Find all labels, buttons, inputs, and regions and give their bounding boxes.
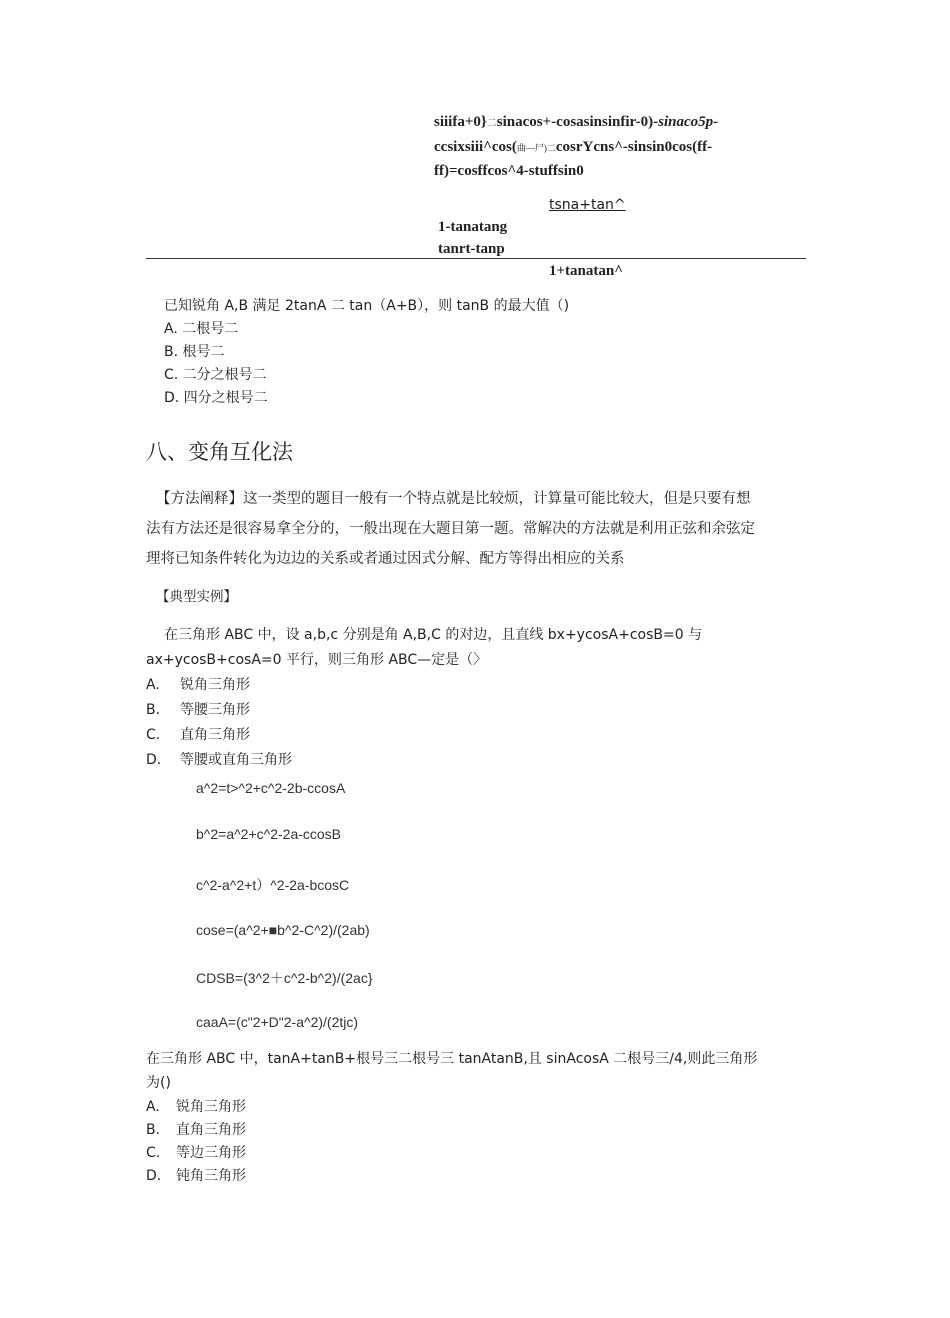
formula-line-1 bbox=[434, 114, 718, 131]
option-text: 直角三角形 bbox=[180, 727, 250, 743]
option-letter: C. bbox=[146, 727, 161, 743]
option-letter: B. bbox=[146, 702, 161, 718]
option-letter: B. bbox=[146, 1122, 161, 1138]
q1-option-b: B. 根号二 bbox=[164, 344, 225, 360]
tan-left-1: 1-tanatang bbox=[438, 219, 508, 235]
q1-stem: 已知锐角 A,B 满足 2tanA 二 tan（A+B），则 tanB 的最大值（) bbox=[164, 298, 570, 314]
tan-left-2: tanrt-tanp bbox=[438, 241, 505, 257]
q3-option-a bbox=[146, 1096, 246, 1116]
q3-option-c bbox=[146, 1142, 246, 1162]
formula-line-2 bbox=[434, 139, 712, 156]
option-text: 钝角三角形 bbox=[176, 1168, 246, 1184]
method-line-1 bbox=[156, 484, 751, 514]
equation-1: a^2=t>^2+c^2-2b-ccosA bbox=[196, 780, 346, 796]
option-text: 等腰三角形 bbox=[180, 702, 250, 718]
method-text: 这一类型的题目一般有一个特点就是比较烦，计算量可能比较大，但是只要有想 bbox=[243, 491, 751, 507]
formula-small-text: 二 bbox=[486, 118, 497, 129]
formula-text: ccsixsiii^cos( bbox=[434, 139, 517, 155]
formula-line-3: ff)=cosffcos^4-stuffsin0 bbox=[434, 163, 584, 179]
q1-option-a: A. 二根号二 bbox=[164, 321, 239, 337]
tan-denominator: 1+tanatan^ bbox=[549, 263, 623, 279]
method-line-2: 法有方法还是很容易拿全分的，一般出现在大题目第一题。常解决的方法就是利用正弦和余弦定 bbox=[146, 521, 755, 537]
method-line-3: 理将已知条件转化为边边的关系或者通过因式分解、配方等得出相应的关系 bbox=[146, 551, 625, 567]
q3-stem-line-2: 为() bbox=[146, 1075, 171, 1091]
formula-text: cosrYcns^-sinsin0cos(ff- bbox=[555, 139, 713, 155]
equation-6: caaA=(c"2+D"2-a^2)/(2tjc) bbox=[196, 1014, 359, 1030]
q1-option-c: C. 二分之根号二 bbox=[164, 367, 267, 383]
q3-option-d bbox=[146, 1165, 246, 1185]
tan-numerator: tsna+tan^ bbox=[549, 197, 626, 213]
formula-italic-text: sinaco5p- bbox=[658, 114, 719, 130]
option-text: 直角三角形 bbox=[176, 1122, 246, 1138]
option-text: 等腰或直角三角形 bbox=[180, 752, 292, 768]
option-letter: C. bbox=[146, 1145, 161, 1161]
formula-text: siiifa+0} bbox=[434, 114, 487, 130]
equation-5: CDSB=(3^2＋c^2-b^2)/(2ac} bbox=[196, 970, 373, 986]
formula-text: sinacos+-cosasinsinfir-0)- bbox=[496, 114, 659, 130]
fraction-rule bbox=[146, 258, 806, 259]
example-label: 【典型实例】 bbox=[156, 589, 237, 604]
section-heading: 八、变角互化法 bbox=[146, 440, 293, 464]
equation-4: cose=(a^2+■b^2-C^2)/(2ab) bbox=[196, 922, 370, 938]
option-letter: D. bbox=[146, 1168, 162, 1184]
q3-option-b bbox=[146, 1119, 246, 1139]
q2-stem-line-2: ax+ycosB+cosA=0 平行，则三角形 ABC—定是（〉 bbox=[146, 652, 488, 668]
q2-stem-line-1: 在三角形 ABC 中，设 a,b,c 分别是角 A,B,C 的对边，且直线 bx+ycosA+cosB=0 与 bbox=[164, 627, 703, 643]
option-letter: A. bbox=[146, 677, 160, 693]
option-letter: D. bbox=[146, 752, 162, 768]
q2-option-a bbox=[146, 674, 250, 694]
q1-option-d: D. 四分之根号二 bbox=[164, 390, 268, 406]
q2-option-b bbox=[146, 699, 250, 719]
formula-small-text: 曲—尸)二 bbox=[516, 143, 556, 153]
option-text: 锐角三角形 bbox=[180, 677, 250, 693]
q2-option-c bbox=[146, 724, 250, 744]
option-letter: A. bbox=[146, 1099, 160, 1115]
equation-2: b^2=a^2+c^2-2a-ccosB bbox=[196, 826, 342, 842]
option-text: 锐角三角形 bbox=[176, 1099, 246, 1115]
option-text: 等边三角形 bbox=[176, 1145, 246, 1161]
q2-option-d bbox=[146, 749, 292, 769]
q3-stem-line-1: 在三角形 ABC 中，tanA+tanB+根号三二根号三 tanAtanB,且 sinAcosA 二根号三/4,则此三角形 bbox=[146, 1051, 758, 1067]
method-label: 【方法阐释】 bbox=[156, 491, 243, 507]
equation-3: c^2-a^2+t）^2-2a-bcosC bbox=[196, 877, 350, 893]
